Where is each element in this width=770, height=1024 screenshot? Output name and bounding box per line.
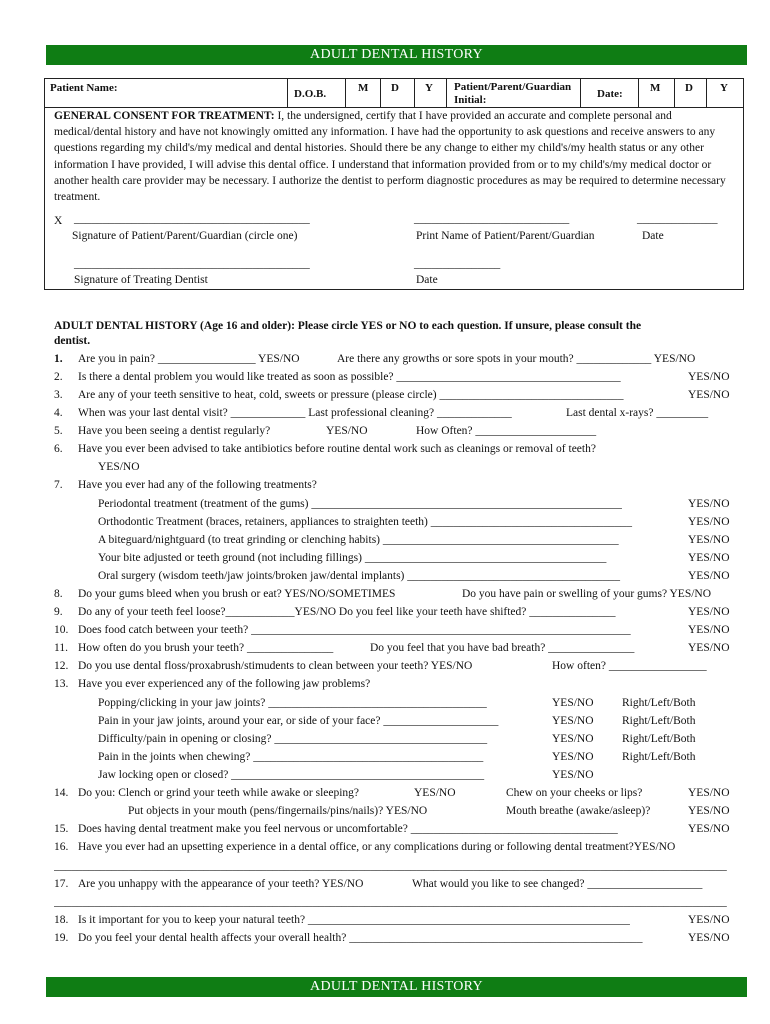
q14-number: 14.	[54, 787, 69, 799]
q18-yesno[interactable]: YES/NO	[688, 914, 730, 926]
q13-text: Have you ever experienced any of the following jaw problems?	[78, 678, 371, 690]
q14-chew-cheeks: Chew on your cheeks or lips?	[506, 787, 643, 799]
q14-mouth-breathe-yesno[interactable]: YES/NO	[688, 805, 730, 817]
dob-label: D.O.B.	[294, 88, 327, 100]
q17-change[interactable]: What would you like to see changed? ____________________	[412, 878, 703, 890]
q3-yesno[interactable]: YES/NO	[688, 389, 730, 401]
date-label: Date:	[597, 88, 623, 100]
q13-locking[interactable]: Jaw locking open or closed? ____________________________________________	[98, 769, 485, 781]
q14-objects[interactable]: Put objects in your mouth (pens/fingernails/pins/nails)? YES/NO	[128, 805, 428, 817]
q7-bite-adjusted[interactable]: Your bite adjusted or teeth ground (not including fillings) __________________________________________	[98, 552, 607, 564]
q16-number: 16.	[54, 841, 69, 853]
dob-day[interactable]: D	[391, 82, 399, 94]
q7-orthodontic-yesno[interactable]: YES/NO	[688, 516, 730, 528]
q13-locking-yesno[interactable]: YES/NO	[552, 769, 594, 781]
print-name-line[interactable]: ___________________________	[414, 213, 570, 225]
q6-number: 6.	[54, 443, 63, 455]
q8-number: 8.	[54, 588, 63, 600]
q9-number: 9.	[54, 606, 63, 618]
q2-number: 2.	[54, 371, 63, 383]
q1-growths[interactable]: Are there any growths or sore spots in your mouth? _____________ YES/NO	[337, 353, 696, 365]
q11-bad-breath[interactable]: Do you feel that you have bad breath? _______________	[370, 642, 635, 654]
q7-oral-surgery[interactable]: Oral surgery (wisdom teeth/jaw joints/broken jaw/dental implants) _____________________________________	[98, 570, 621, 582]
q10-yesno[interactable]: YES/NO	[688, 624, 730, 636]
q17-unhappy[interactable]: Are you unhappy with the appearance of your teeth? YES/NO	[78, 878, 364, 890]
date-month[interactable]: M	[650, 82, 661, 94]
dentist-signature-label: Signature of Treating Dentist	[74, 274, 208, 286]
q13-chewing-side[interactable]: Right/Left/Both	[622, 751, 696, 763]
dentist-signature-line[interactable]: _________________________________________	[74, 258, 310, 270]
dob-year[interactable]: Y	[425, 82, 433, 94]
q5-yesno[interactable]: YES/NO	[326, 425, 368, 437]
q7-periodontal[interactable]: Periodontal treatment (treatment of the gums) ______________________________________________________	[98, 498, 622, 510]
q10-number: 10.	[54, 624, 69, 636]
q4-number: 4.	[54, 407, 63, 419]
q15-number: 15.	[54, 823, 69, 835]
date-line-2[interactable]: _______________	[414, 258, 501, 270]
q5-number: 5.	[54, 425, 63, 437]
q13-number: 13.	[54, 678, 69, 690]
q14-chew-cheeks-yesno[interactable]: YES/NO	[688, 787, 730, 799]
q11-brush[interactable]: How often do you brush your teeth? _______________	[78, 642, 334, 654]
consent-text: I, the undersigned, certify that I have provided an accurate and complete personal and medical/dental history and have not knowingly omitted any information. I have had the opportunity to ask questions and receive answers to any questions regarding my child's/my medical and dental histories. Should there be any change to either my child's/my health status or any other information I have provided, I will advise this dental office. I understand that information provided from or to my child's/my medical doctor or another health care provider may be necessary. I authorize the dentist to perform diagnostic procedures as may be required to determine necessary treatment.	[54, 110, 726, 204]
q12-text[interactable]: Do you use dental floss/proxabrush/stimudents to clean between your teeth? YES/NO	[78, 660, 473, 672]
q15-text[interactable]: Does having dental treatment make you feel nervous or uncomfortable? ____________________________________	[78, 823, 618, 835]
q2-text[interactable]: Is there a dental problem you would like treated as soon as possible? _______________________________________	[78, 371, 621, 383]
patient-signature-label: Signature of Patient/Parent/Guardian (circle one)	[72, 230, 298, 242]
q14-clench-yesno[interactable]: YES/NO	[414, 787, 456, 799]
q13-pain-yesno[interactable]: YES/NO	[552, 715, 594, 727]
q13-difficulty-side[interactable]: Right/Left/Both	[622, 733, 696, 745]
history-heading: ADULT DENTAL HISTORY (Age 16 and older): Please circle YES or NO to each question. If unsure, please consult the	[54, 320, 642, 332]
q7-periodontal-yesno[interactable]: YES/NO	[688, 498, 730, 510]
q18-text[interactable]: Is it important for you to keep your natural teeth? ________________________________________________________	[78, 914, 630, 926]
q7-biteguard-yesno[interactable]: YES/NO	[688, 534, 730, 546]
page-title: ADULT DENTAL HISTORY	[46, 45, 747, 65]
q5-text: Have you been seeing a dentist regularly?	[78, 425, 271, 437]
patient-name-field[interactable]: Patient Name:	[50, 82, 118, 94]
q14-clench: Do you: Clench or grind your teeth while awake or sleeping?	[78, 787, 360, 799]
consent-paragraph	[54, 108, 738, 205]
q6-yesno[interactable]: YES/NO	[98, 461, 140, 473]
q18-number: 18.	[54, 914, 69, 926]
q12-number: 12.	[54, 660, 69, 672]
print-name-label: Print Name of Patient/Parent/Guardian	[416, 230, 595, 242]
q17-answer-line[interactable]: _____________________________________________________________________________________________________________________	[54, 896, 727, 908]
q7-text: Have you ever had any of the following treatments?	[78, 479, 317, 491]
date-day[interactable]: D	[685, 82, 693, 94]
q8-gum-pain[interactable]: Do you have pain or swelling of your gums? YES/NO	[462, 588, 712, 600]
q11-number: 11.	[54, 642, 68, 654]
q7-bite-adjusted-yesno[interactable]: YES/NO	[688, 552, 730, 564]
q5-how-often[interactable]: How Often? _____________________	[416, 425, 597, 437]
q9-text[interactable]: Do any of your teeth feel loose?____________YES/NO Do you feel like your teeth have shifted? _______________	[78, 606, 616, 618]
q6-text: Have you ever been advised to take antibiotics before routine dental work such as cleanings or removal of teeth?	[78, 443, 596, 455]
q4-text[interactable]: When was your last dental visit? _____________ Last professional cleaning? _____________	[78, 407, 512, 419]
q17-number: 17.	[54, 878, 69, 890]
q19-number: 19.	[54, 932, 69, 944]
q16-answer-line[interactable]: _____________________________________________________________________________________________________________________	[54, 860, 727, 872]
q7-biteguard[interactable]: A biteguard/nightguard (to treat grinding or clenching habits) _________________________________________	[98, 534, 619, 546]
consent-heading: GENERAL CONSENT FOR TREATMENT:	[54, 110, 275, 122]
history-heading-cont: dentist.	[54, 335, 91, 347]
q7-oral-surgery-yesno[interactable]: YES/NO	[688, 570, 730, 582]
footer-title: ADULT DENTAL HISTORY	[46, 977, 747, 997]
q7-number: 7.	[54, 479, 63, 491]
q13-popping-yesno[interactable]: YES/NO	[552, 697, 594, 709]
dob-month[interactable]: M	[358, 82, 369, 94]
q7-orthodontic[interactable]: Orthodontic Treatment (braces, retainers, appliances to straighten teeth) ___________________________________	[98, 516, 633, 528]
initial-label-2[interactable]: Initial:	[454, 94, 487, 106]
q1-pain[interactable]: Are you in pain? _________________ YES/NO	[78, 353, 300, 365]
q19-text[interactable]: Do you feel your dental health affects your overall health? ___________________________________________________	[78, 932, 643, 944]
q13-popping[interactable]: Popping/clicking in your jaw joints? ______________________________________	[98, 697, 487, 709]
q13-difficulty[interactable]: Difficulty/pain in opening or closing? _____________________________________	[98, 733, 488, 745]
date-line-1[interactable]: ______________	[637, 213, 718, 225]
q13-popping-side[interactable]: Right/Left/Both	[622, 697, 696, 709]
initial-label-1: Patient/Parent/Guardian	[454, 81, 572, 93]
q8-gums-bleed[interactable]: Do your gums bleed when you brush or eat? YES/NO/SOMETIMES	[78, 588, 396, 600]
q14-mouth-breathe: Mouth breathe (awake/asleep)?	[506, 805, 651, 817]
q9-yesno[interactable]: YES/NO	[688, 606, 730, 618]
q10-text[interactable]: Does food catch between your teeth? __________________________________________________________________	[78, 624, 631, 636]
q13-chewing-yesno[interactable]: YES/NO	[552, 751, 594, 763]
q15-yesno[interactable]: YES/NO	[688, 823, 730, 835]
q1-number: 1.	[54, 353, 63, 365]
q13-chewing[interactable]: Pain in the joints when chewing? ________________________________________	[98, 751, 484, 763]
q16-text[interactable]: Have you ever had an upsetting experience in a dental office, or any complications during or following dental treatment?YES/NO	[78, 841, 676, 853]
q11-yesno[interactable]: YES/NO	[688, 642, 730, 654]
date-label-2: Date	[416, 274, 438, 286]
q13-difficulty-yesno[interactable]: YES/NO	[552, 733, 594, 745]
q13-pain[interactable]: Pain in your jaw joints, around your ear, or side of your face? ____________________	[98, 715, 499, 727]
q3-number: 3.	[54, 389, 63, 401]
date-year[interactable]: Y	[720, 82, 728, 94]
date-label-1: Date	[642, 230, 664, 242]
q2-yesno[interactable]: YES/NO	[688, 371, 730, 383]
x-mark: X	[54, 215, 63, 227]
patient-signature-line[interactable]: _________________________________________	[74, 213, 310, 225]
q3-text[interactable]: Are any of your teeth sensitive to heat, cold, sweets or pressure (please circle) ________________________________	[78, 389, 624, 401]
q19-yesno[interactable]: YES/NO	[688, 932, 730, 944]
q13-pain-side[interactable]: Right/Left/Both	[622, 715, 696, 727]
q12-how-often[interactable]: How often? _________________	[552, 660, 707, 672]
q4-xrays[interactable]: Last dental x-rays? _________	[566, 407, 709, 419]
